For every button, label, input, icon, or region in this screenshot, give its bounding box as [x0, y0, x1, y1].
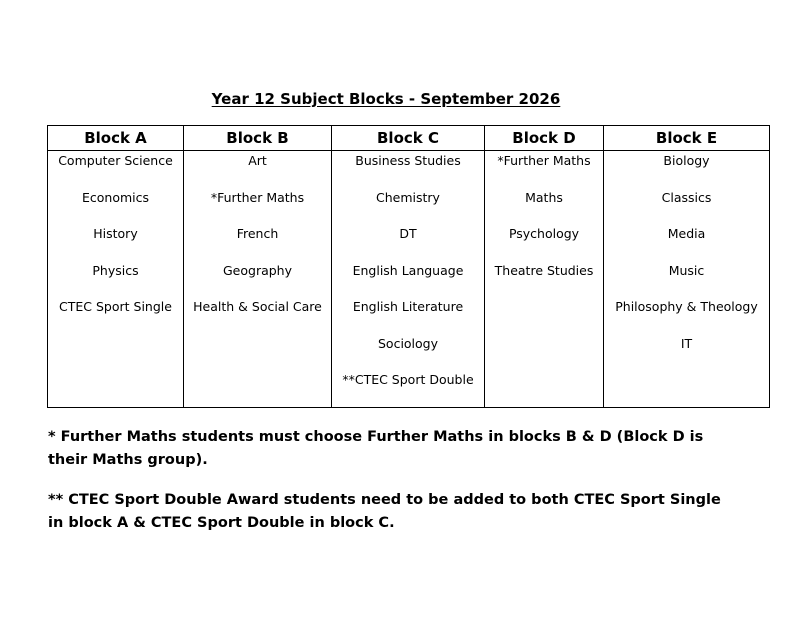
table-row [48, 151, 770, 188]
table-cell: Physics [48, 261, 184, 298]
table-row [48, 224, 770, 261]
table-cell: *Further Maths [485, 151, 604, 188]
table-cell: English Language [332, 261, 485, 298]
footnote-further-maths: * Further Maths students must choose Further Maths in blocks B & D (Block D is their Maths group). [48, 429, 704, 468]
table-cell: Biology [604, 151, 770, 188]
table-cell [184, 370, 332, 407]
table-cell: Business Studies [332, 151, 485, 188]
table-cell: Classics [604, 188, 770, 225]
subject-blocks-table [47, 125, 770, 408]
table-cell [485, 334, 604, 371]
table-row [48, 297, 770, 334]
table-cell: CTEC Sport Single [48, 297, 184, 334]
table-cell: Computer Science [48, 151, 184, 188]
table-row [48, 370, 770, 407]
table-cell: DT [332, 224, 485, 261]
table-cell: Chemistry [332, 188, 485, 225]
table-cell: Maths [485, 188, 604, 225]
table-cell: English Literature [332, 297, 485, 334]
table-row [48, 261, 770, 298]
table-cell: Economics [48, 188, 184, 225]
document-title: Year 12 Subject Blocks - September 2026 [211, 90, 561, 108]
table-cell: Art [184, 151, 332, 188]
footnote-ctec-sport: ** CTEC Sport Double Award students need to be added to both CTEC Sport Single in block A & CTEC Sport Double in block C. [48, 492, 721, 531]
table-cell: Theatre Studies [485, 261, 604, 298]
table-cell: Geography [184, 261, 332, 298]
table-cell: French [184, 224, 332, 261]
table-cell: *Further Maths [184, 188, 332, 225]
table-cell: **CTEC Sport Double [332, 370, 485, 407]
column-header-block-e: Block E [604, 126, 770, 151]
table-cell [485, 370, 604, 407]
table-cell: Philosophy & Theology [604, 297, 770, 334]
table-cell [184, 334, 332, 371]
table-cell [604, 370, 770, 407]
table-header-row [48, 126, 770, 151]
table-cell [48, 370, 184, 407]
table-cell: Music [604, 261, 770, 298]
column-header-block-a: Block A [48, 126, 184, 151]
table-cell: Media [604, 224, 770, 261]
table-cell: Health & Social Care [184, 297, 332, 334]
table-cell: Psychology [485, 224, 604, 261]
column-header-block-c: Block C [332, 126, 485, 151]
column-header-block-d: Block D [485, 126, 604, 151]
column-header-block-b: Block B [184, 126, 332, 151]
table-cell [48, 334, 184, 371]
table-cell: History [48, 224, 184, 261]
table-cell: Sociology [332, 334, 485, 371]
table-cell [485, 297, 604, 334]
table-row [48, 334, 770, 371]
table-row [48, 188, 770, 225]
table-cell: IT [604, 334, 770, 371]
